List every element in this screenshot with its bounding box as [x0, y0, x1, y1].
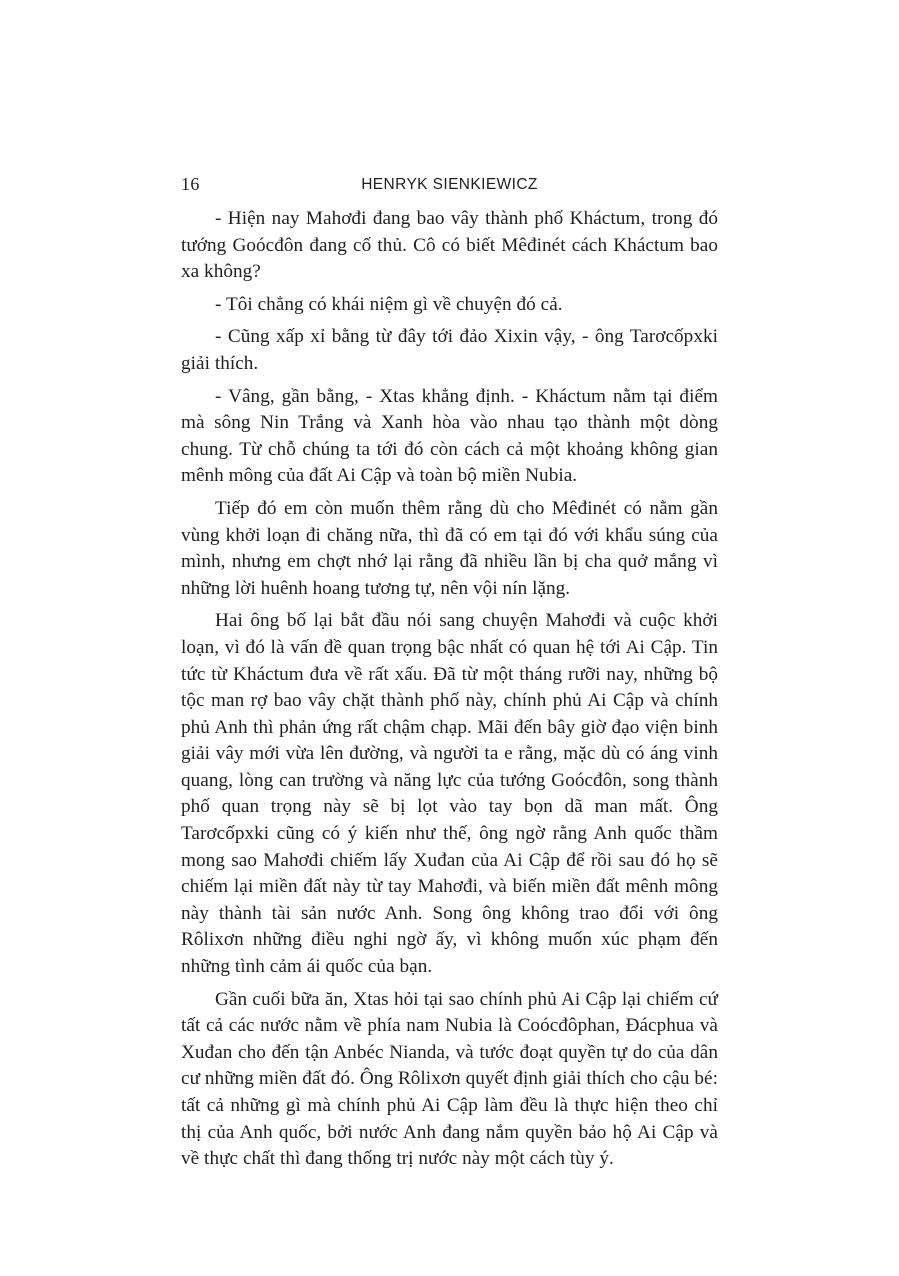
body-text [181, 206, 718, 1179]
paragraph: - Vâng, gần bằng, - Xtas khẳng định. - Kháctum nằm tại điểm mà sông Nin Trắng và Xanh hòa vào nhau tạo thành một dòng chung. Từ chỗ chúng ta tới đó còn cách cả một khoảng không gian mênh mông của đất Ai Cập và toàn bộ miền Nubia. [181, 385, 718, 487]
paragraph: Tiếp đó em còn muốn thêm rằng dù cho Mêđinét có nằm gần vùng khởi loạn đi chăng nữa, thì đã có em tại đó với khẩu súng của mình, nhưng em chợt nhớ lại rằng đã nhiều lần bị cha quở mắng vì những lời huênh hoang tương tự, nên vội nín lặng. [181, 497, 718, 599]
page-number: 16 [181, 174, 200, 194]
paragraph: - Cũng xấp xỉ bằng từ đây tới đảo Xixin vậy, - ông Tarơcốpxki giải thích. [181, 326, 718, 374]
paragraph: - Tôi chẳng có khái niệm gì về chuyện đó cả. [215, 293, 563, 315]
paragraph: Hai ông bố lại bắt đầu nói sang chuyện Mahơđi và cuộc khởi loạn, vì đó là vấn đề quan trọng bậc nhất có quan hệ tới Ai Cập. Tin tức từ Kháctum đưa về rất xấu. Đã từ một tháng rưỡi nay, những bộ tộc man rợ bao vây chặt thành phố này, chính phủ Ai Cập và chính phủ Anh thì phản ứng rất chậm chạp. Mãi đến bây giờ đạo viện binh giải vây mới vừa lên đường, và người ta e rằng, mặc dù có áng vinh quang, lòng can trường và năng lực của tướng Goócđôn, song thành phố quan trọng này sẽ bị lọt vào tay bọn dã man mất. Ông Tarơcốpxki cũng có ý kiến như thế, ông ngờ rằng Anh quốc thầm mong sao Mahơđi chiếm lấy Xuđan của Ai Cập để rồi sau đó họ sẽ chiếm lại miền đất này từ tay Mahơđi, và biến miền đất mênh mông này thành tài sản nước Anh. Song ông không trao đổi với ông Rôlixơn những điều nghi ngờ ấy, vì không muốn xúc phạm đến những tình cảm ái quốc của bạn. [181, 610, 718, 978]
running-head-author: HENRYK SIENKIEWICZ [361, 176, 538, 193]
page-header [181, 172, 718, 198]
paragraph: Gần cuối bữa ăn, Xtas hỏi tại sao chính phủ Ai Cập lại chiếm cứ tất cả các nước nằm về phía nam Nubia là Coócđôphan, Đácphua và Xuđan cho đến tận Anbéc Nianda, và tước đoạt quyền tự do của dân cư những miền đất đó. Ông Rôlixơn quyết định giải thích cho cậu bé: tất cả những gì mà chính phủ Ai Cập làm đều là thực hiện theo chỉ thị của Anh quốc, bởi nước Anh đang nắm quyền bảo hộ Ai Cập và về thực chất thì đang thống trị nước này một cách tùy ý. [181, 988, 718, 1170]
paragraph: - Hiện nay Mahơđi đang bao vây thành phố Kháctum, trong đó tướng Goócđôn đang cố thủ. Cô có biết Mêđinét cách Kháctum bao xa không? [181, 208, 718, 283]
